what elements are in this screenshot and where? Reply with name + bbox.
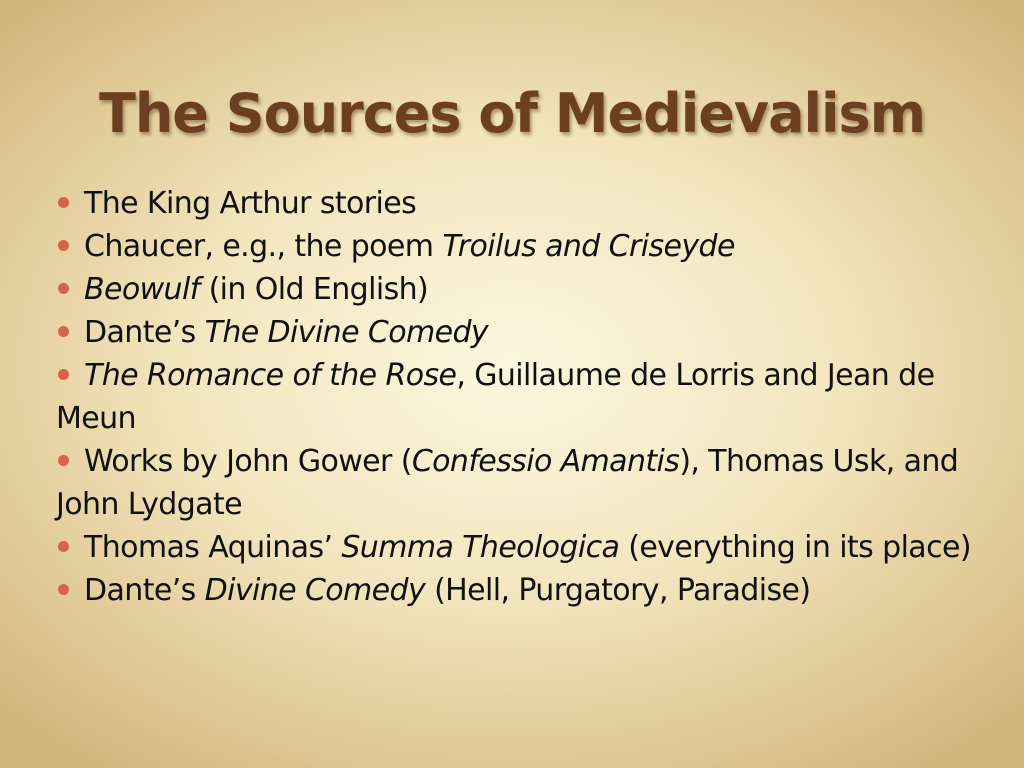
bullet-item	[56, 569, 976, 612]
bullet-dot-icon	[58, 240, 69, 251]
bullet-list	[56, 182, 976, 612]
bullet-item	[56, 354, 976, 440]
bullet-item	[56, 225, 976, 268]
bullet-text-italic: Divine Comedy	[204, 573, 426, 608]
bullet-text: Chaucer, e.g., the poem	[84, 229, 443, 264]
bullet-text: Works by John Gower (	[84, 444, 412, 479]
bullet-text: (everything in its place)	[619, 530, 971, 565]
bullet-item	[56, 182, 976, 225]
slide-title: The Sources of Medievalism	[99, 82, 925, 145]
bullet-text-italic: The Divine Comedy	[204, 315, 489, 350]
bullet-text: Thomas Aquinas’	[84, 530, 342, 565]
bullet-dot-icon	[58, 197, 69, 208]
bullet-text-italic: Summa Theologica	[341, 530, 620, 565]
bullet-text: The King Arthur stories	[84, 186, 417, 221]
bullet-text-italic: Confessio Amantis	[411, 444, 680, 479]
bullet-dot-icon	[58, 326, 69, 337]
bullet-text-italic: Beowulf	[84, 272, 200, 307]
bullet-dot-icon	[58, 455, 69, 466]
bullet-item	[56, 311, 976, 354]
bullet-text: Dante’s	[84, 315, 205, 350]
bullet-dot-icon	[58, 541, 69, 552]
bullet-dot-icon	[58, 584, 69, 595]
bullet-item	[56, 268, 976, 311]
bullet-text: ), Thomas Usk, and John Lydgate	[56, 444, 959, 522]
bullet-dot-icon	[58, 369, 69, 380]
bullet-text: (in Old English)	[199, 272, 429, 307]
bullet-dot-icon	[58, 283, 69, 294]
bullet-text: Dante’s	[84, 573, 205, 608]
bullet-item	[56, 440, 976, 526]
bullet-text: (Hell, Purgatory, Paradise)	[425, 573, 811, 608]
bullet-text-italic: The Romance of the Rose	[84, 358, 457, 393]
bullet-item	[56, 526, 976, 569]
bullet-text-italic: Troilus and Criseyde	[442, 229, 735, 264]
bullet-text: , Guillaume de Lorris and Jean de Meun	[56, 358, 935, 436]
